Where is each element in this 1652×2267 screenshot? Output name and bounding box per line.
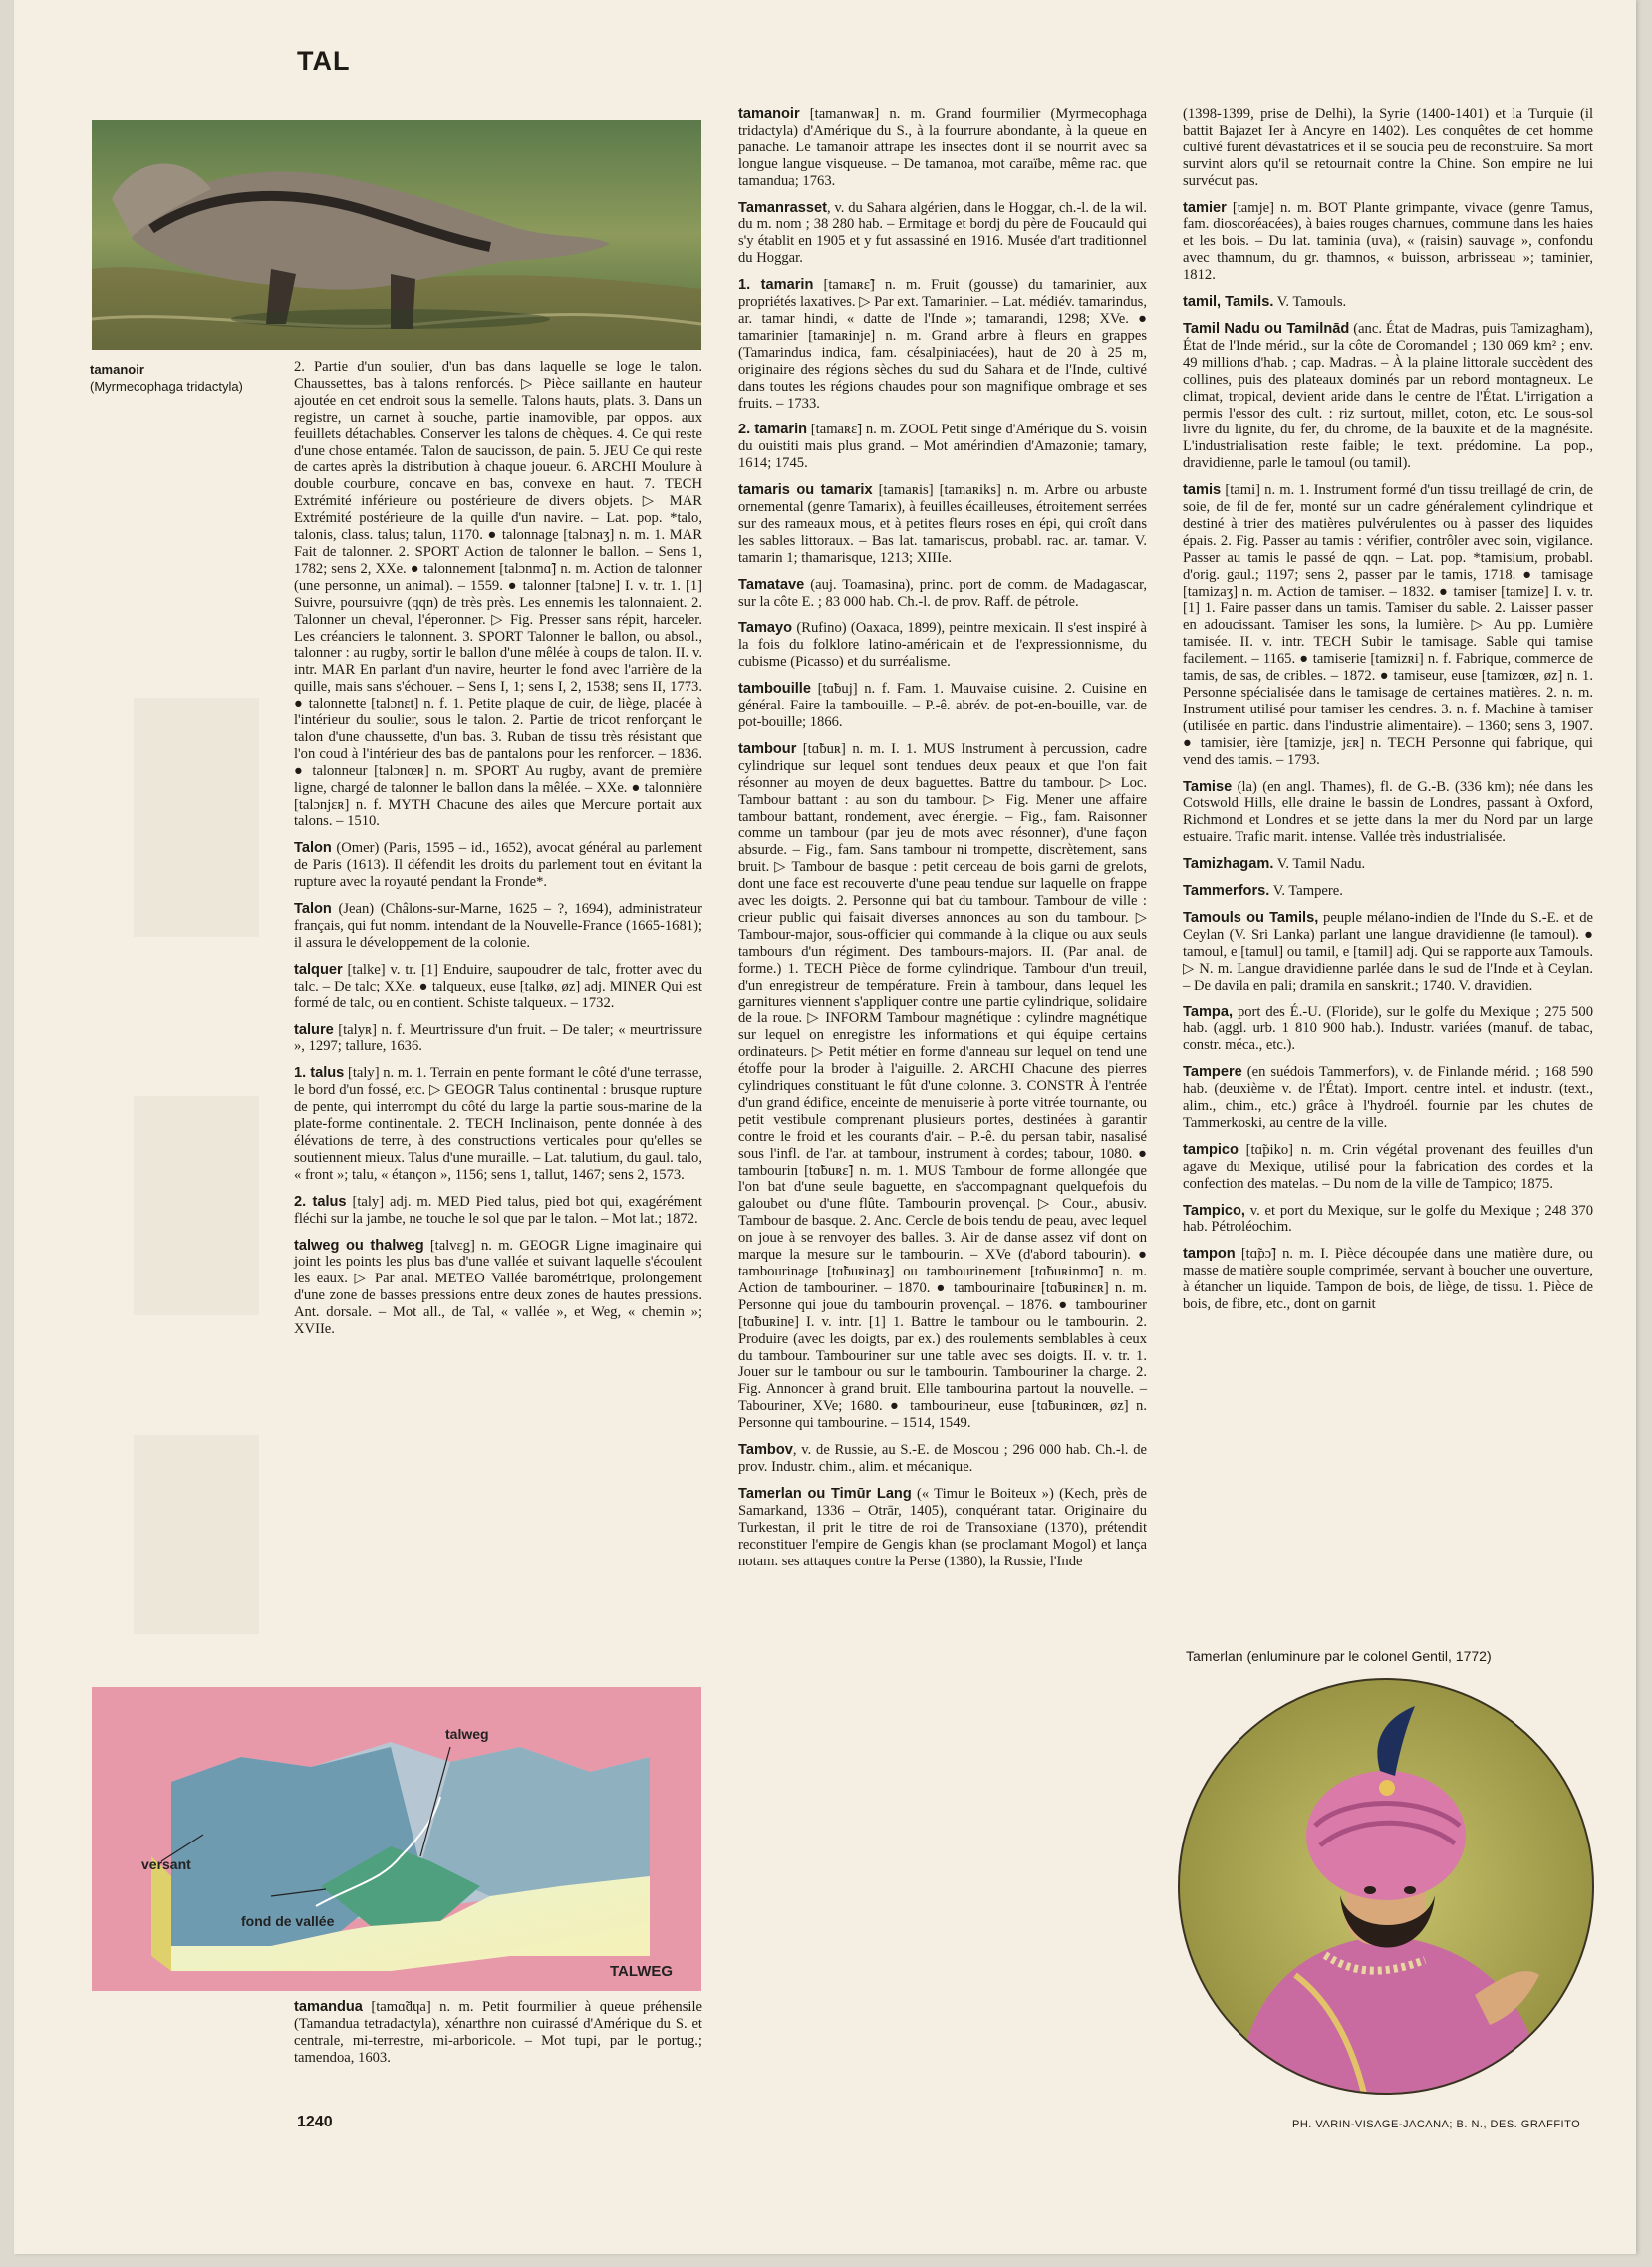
entry-tamatave: Tamatave (auj. Toamasina), princ. port de comm. de Madagascar, sur la côte E. ; 83 000 hab. Ch.-l. de prov. Raff. de pétrole. xyxy=(738,576,1147,610)
tamerlan-portrait xyxy=(1176,1676,1597,2098)
entry-tamizhagam: Tamizhagam. V. Tamil Nadu. xyxy=(1183,856,1366,873)
column-3 xyxy=(1183,106,1593,1323)
entry-talus-2: 2. talus [taly] adj. m. MED Pied talus, pied bot qui, exagérément fléchi sur la jambe, ne touche le sol que par le talon. – Mot lat.; 1872. xyxy=(294,1193,702,1227)
entry-tammerfors: Tammerfors. V. Tampere. xyxy=(1183,883,1343,900)
margin-show-through xyxy=(134,1096,259,1315)
entry-tamarin-2: 2. tamarin [tamaʀɛ̃] n. m. ZOOL Petit singe d'Amérique du S. voisin du ouistiti mais plus grand. – Mot amérindien d'Amazonie; tamary, 1614; 1745. xyxy=(738,422,1147,472)
entry-tamil: tamil, Tamils. V. Tamouls. xyxy=(1183,294,1347,311)
entry-tamerlan: Tamerlan ou Timūr Lang (« Timur le Boiteux ») (Kech, près de Samarkand, 1336 – Otrār, 1405), conquérant tatar. Originaire du Turkestan, il prit le titre de roi de Transoxiane (1370), prétendit reconstituer l'empire de Gengis khan (se proclamant Mogol) et lança notam. ses attaques contre la Perse (1380), la Russie, l'Inde xyxy=(738,1485,1147,1569)
entry-tampere: Tampere (en suédois Tammerfors), v. de Finlande mérid. ; 168 590 hab. (deuxième v. de l'État). Import. centre intel. et industr. (text., alim., chim., etc.) grâce à l'hydroél. fournie par les chutes de Tammerkoski, au centre de la ville. xyxy=(1183,1064,1593,1131)
entry-tamarin-1: 1. tamarin [tamaʀɛ̃] n. m. Fruit (gousse) du tamarinier, aux propriétés laxatives. ▷ Par ext. Tamarinier. – Lat. médiév. tamarindus, ar. tamar hindi, « datte de l'Inde »; tamarandi, 1298; XVe. ● tamarinier [tamaʀinje] n. m. Grand arbre à fleurs en grappes (Tamarindus indica, fam. césalpiniacées), haut de 20 à 25 m, originaire des régions sèches du sud du Sahara et de l'Inde, cultivé dans toutes les régions chaudes pour son magnifique ombrage et ses fruits. – 1733. xyxy=(738,277,1147,412)
entry-tamil-nadu: Tamil Nadu ou Tamilnād (anc. État de Madras, puis Tamizagham), État de l'Inde mérid., sur la côte de Coromandel ; 130 069 km² ; env. 49 millions d'hab. ; cap. Madras. – À la plaine littorale succèdent des collines, puis des plateaux dominés par un rebord montagneux. Le climat, tropical, devient aride dans le centre de l'État. L'irrigation a permis l'essor des cult. : riz surtout, millet, coton, etc. Le sous-sol livre du lignite, du fer, du chrome, de la bauxite et de la magnésite. L'industrialisation reste faible; le text. prédomine. La pop., dravidienne, parle le tamoul (ou tamil). xyxy=(1183,320,1593,472)
portrait-caption: Tamerlan (enluminure par le colonel Gentil, 1772) xyxy=(1186,1648,1492,1664)
entry-tamandua: tamandua [tamɑ̃dɥa] n. m. Petit fourmilier à queue préhensile (Tamandua tetradactyla), xénarthre non cuirassé d'Amérique du S. et centrale, mi-terrestre, mi-arboricole. – Mot tupi, par le portug.; tamendoa, 1603. xyxy=(294,1999,702,2066)
entry-tampa: Tampa, port des É.-U. (Floride), sur le golfe du Mexique ; 275 500 hab. (aggl. urb. 1 810 900 hab.). Industr. variées (manuf. de tabac, constr. méca., etc.). xyxy=(1183,1003,1593,1054)
page-header: TAL xyxy=(297,46,351,76)
entry-talon-continued: 2. Partie d'un soulier, d'un bas dans laquelle se loge le talon. Chaussettes, bas à talons renforcés. ▷ Pièce saillante en hauteur ajoutée en cet endroit sous la semelle. Talons hauts, plats. 3. Dans un registre, un carnet à souche, partie inamovible, par oppos. aux feuillets détachables. Conserver les talons de chèques. 4. Ce qui reste d'une chose entamée. Talon de saucisson, de pain. 5. JEU Ce qui reste de cartes après la distribution à chaque joueur. 6. ARCHI Moulure à double courbure, concave en bas, convexe en haut. 7. TECH Extrémité inférieure ou postérieure de divers objets. ▷ MAR Extrémité postérieure de la quille d'un navire. – Lat. pop. *talo, talonis, class. talus; talun, 1170. ● talonnage [talɔnaʒ] n. m. 1. MAR Fait de talonner. 2. SPORT Action de talonner le ballon. – Sens 1, 1782; sens 2, XXe. ● talonnement [talɔnmɑ̃] n. m. Action de talonner (une personne, un animal). – 1559. ● talonner [talɔne] I. v. tr. 1. [1] Suivre, poursuivre (qqn) de très près. Les ennemis les talonnaient. 2. Talonner un cheval, l'éperonner. ▷ Fig. Presser sans répit, harceler. Les créanciers le talonnent. 3. SPORT Talonner le ballon, ou absol., talonner : au rugby, sortir le ballon d'une mêlée à coups de talon. II. v. intr. MAR En parlant d'un navire, heurter le fond avec l'arrière de la quille, mais sans s'échouer. – Sens I, 1; sens I, 2, 1538; sens II, 1773. ● talonnette [talɔnɛt] n. f. 1. Petite plaque de cuir, de liège, placée à l'intérieur du soulier, sous le talon. 2. Partie de tricot renforçant le talon d'une chaussette, d'un bas. 3. Ruban de tissu très résistant que l'on coud à l'intérieur des bas de pantalons pour les renforcer. – 1836. ● talonneur [talɔnœʀ] n. m. SPORT Au rugby, avant de première ligne, chargé de talonner le ballon dans la mêlée. – XXe. ● talonnière [talɔnjɛʀ] n. f. MYTH Chacune des ailes que Mercure portait aux talons. – 1510. xyxy=(294,359,702,830)
entry-tamouls: Tamouls ou Tamils, peuple mélano-indien de l'Inde du S.-E. et de Ceylan (V. Sri Lanka) parlant une langue dravidienne (le tamoul). ● tamoul, e [tamul] ou tamil, e [tamil] adj. Qui se rapporte aux Tamouls. ▷ N. m. Langue dravidienne parlée dans le sud de l'Inde et à Ceylan. – De davila en pali; dramila en sanskrit.; 1740. V. dravidien. xyxy=(1183,909,1593,993)
margin-show-through xyxy=(134,1435,259,1634)
entry-tamanrasset: Tamanrasset, v. du Sahara algérien, dans le Hoggar, ch.-l. de la wil. du m. nom ; 38 280 hab. – Ermitage et bordj du père de Foucauld qui s'y établit en 1905 et y fut assassiné en 1916. Musée d'art traditionnel du Hoggar. xyxy=(738,199,1147,267)
talweg-illustration xyxy=(92,1687,701,1991)
entry-tampico-city: Tampico, v. et port du Mexique, sur le golfe du Mexique ; 248 370 hab. Pétroléochim. xyxy=(1183,1202,1593,1236)
margin-show-through xyxy=(134,698,259,937)
anteater-caption-title: tamanoir xyxy=(90,362,144,377)
entry-tamier: tamier [tamje] n. m. BOT Plante grimpante, vivace (genre Tamus, fam. dioscoréacées), à baies rouges charnues, commune dans les haies et les bois. – Du lat. taminia (uva), « (raisin) sauvage », confondu avec thamnum, du gr. thamnos, « buisson, arbrisseau »; taminier, 1812. xyxy=(1183,199,1594,284)
diagram-label-fond: fond de vallée xyxy=(241,1913,335,1929)
talweg-diagram xyxy=(92,1687,701,1991)
entry-talon-omer: Talon (Omer) (Paris, 1595 – id., 1652), avocat général au parlement de Paris (1613). Il défendit les droits du parlement tout en évitant la rupture avec la royauté pendant la Fronde*. xyxy=(294,840,702,891)
entry-talus-1: 1. talus [taly] n. m. 1. Terrain en pente formant le côté d'une terrasse, le bord d'un fossé, etc. ▷ GEOGR Talus continental : brusque rupture de pente, qui interrompt du côté du large la partie sous-marine de la plate-forme continentale. 2. TECH Inclinaison, pente donnée à des élévations de terre, à des constructions verticales pour qu'elles se soutiennent mieux. Talus d'une muraille. – Lat. talutium, du gaul. talo, « front »; talu, « étançon », 1156; sens 1, tallut, 1467; sens 2, 1573. xyxy=(294,1065,702,1183)
entry-tambouille: tambouille [tɑ̃buj] n. f. Fam. 1. Mauvaise cuisine. 2. Cuisine en général. Faire la tambouille. – P.-ê. abrév. de pot-en-bouille, var. de pot-bouille; 1866. xyxy=(738,681,1147,730)
column-2 xyxy=(738,106,1147,1579)
entry-tampico: tampico [tɑ̃piko] n. m. Crin végétal provenant des feuilles d'un agave du Mexique, utilisé pour la fabrication des cordes et la confection des matelas. – Du nom de la ville de Tampico; 1875. xyxy=(1183,1141,1593,1192)
entry-tampon: tampon [tɑ̃pɔ̃] n. m. I. Pièce découpée dans une matière dure, ou masse de matière souple comprimée, servant à boucher une ouverture, à étancher un liquide. Tampon de bois, de liège, de tissu. 1. Pièce de bois, de fibre, etc., dont on garnit xyxy=(1183,1246,1593,1313)
dictionary-page xyxy=(14,0,1636,2254)
photo-credit: PH. VARIN-VISAGE-JACANA; B. N., DES. GRAFFITO xyxy=(1292,2119,1581,2130)
diagram-title: TALWEG xyxy=(610,1963,674,1980)
entry-talure: talure [talyʀ] n. f. Meurtrissure d'un fruit. – De taler; « meurtrissure », 1297; tallure, 1636. xyxy=(294,1021,702,1055)
column-1 xyxy=(294,359,702,1348)
anteater-illustration xyxy=(92,120,701,350)
tamerlan-illustration xyxy=(1176,1676,1597,2098)
entry-tamis: tamis [tami] n. m. 1. Instrument formé d'un tissu treillagé de crin, de soie, de fil de fer, monté sur un cadre généralement cylindrique et destiné à trier des matières pulvérulentes ou à passer des liquides épais. 2. Fig. Passer au tamis : vérifier, contrôler avec soin, vigilance. Passer au tamis le passé de qqn. – Lat. pop. *tamisium, probabl. d'orig. gaul.; 1197; sens 2, passer par le tamis, 1718. ● tamisage [tamizaʒ] n. m. Action de tamiser. – 1832. ● tamiser [tamize] I. v. tr. [1] 1. Faire passer dans un tamis. Tamiser du sable. 2. Laisser passer en adoucissant. Tamiser les sons, la lumière. ▷ Au pp. Lumière tamisée. II. v. intr. TECH Subir le tamisage. Sable qui tamise facilement. – 1165. ● tamiserie [tamizʀi] n. f. Fabrique, commerce de tamis, de sas, de cribles. – 1872. ● tamiseur, euse [tamizœʀ, øz] n. 1. Personne spécialisée dans le tamisage de certaines matières. 2. n. m. Instrument utilisé pour tamiser les cendres. 3. n. f. Machine à tamiser (utilisée en partic. dans l'industrie alimentaire). – 1360; sens 3, 1907. ● tamisier, ière [tamizje, jɛʀ] n. TECH Personne qui fabrique, qui vend des tamis. – 1793. xyxy=(1183,482,1594,768)
entry-tamise: Tamise (la) (en angl. Thames), fl. de G.-B. (336 km); née dans les Cotswold Hills, elle draine le bassin de Londres, passant à Oxford, Richmond et Londres et se jette dans la mer du Nord par un large estuaire. Trafic marit. intense. Vallée très industrialisée. xyxy=(1183,778,1593,846)
entry-talon-jean: Talon (Jean) (Châlons-sur-Marne, 1625 – ?, 1694), administrateur français, qui fut nomm. intendant de la Nouvelle-France (1665-1681); il assura le développement de la colonie. xyxy=(294,901,702,951)
entry-tamaris: tamaris ou tamarix [tamaʀis] [tamaʀiks] n. m. Arbre ou arbuste ornemental (genre Tamarix), à feuilles écailleuses, étroitement serrées sur des rameaux mous, et à petites fleurs roses en épi, qui croît dans les sables littoraux. – Bas lat. tamariscus, probabl. rac. ar. tamar. V. tamarin 1; thamarisque, 1213; XIIIe. xyxy=(738,482,1147,566)
entry-tamerlan-continued: (1398-1399, prise de Delhi), la Syrie (1400-1401) et la Turquie (il battit Bajazet Ier à Ancyre en 1402). Les conquêtes de cet homme cultivé furent dévastatrices et il se soucia peu de reconstruire. Sa mort survint alors qu'il se retournait contre la Chine. Son empire ne lui survécut pas. xyxy=(1183,106,1593,189)
column-1-bottom xyxy=(294,1999,702,2077)
page-number: 1240 xyxy=(297,2114,333,2130)
entry-talquer: talquer [talke] v. tr. [1] Enduire, saupoudrer de talc, frotter avec du talc. – De talc; XXe. ● talqueux, euse [talkø, øz] adj. MINER Qui est formé de talc, ou en contient. Schiste talqueux. – 1732. xyxy=(294,961,702,1011)
anteater-caption xyxy=(90,361,259,395)
entry-talweg: talweg ou thalweg [talvɛg] n. m. GEOGR Ligne imaginaire qui joint les points les plus bas d'une vallée et suivant laquelle s'écoulent les eaux. ▷ Par anal. METEO Vallée barométrique, prolongement d'une zone de basses pressions entre deux zones de hautes pressions. Ant. dorsale. – Mot all., de Tal, « vallée », et Weg, « chemin »; XVIIe. xyxy=(294,1237,702,1338)
diagram-label-versant: versant xyxy=(141,1856,191,1872)
entry-tamanoir: tamanoir [tamanwaʀ] n. m. Grand fourmilier (Myrmecophaga tridactyla) d'Amérique du S., à la fourrure abondante, à la queue en panache. Le tamanoir attrape les insectes dont il se nourrit avec sa longue langue visqueuse. – De tamanoa, mot caraïbe, même rac. que tamandua; 1763. xyxy=(738,106,1147,189)
entry-tambov: Tambov, v. de Russie, au S.-E. de Moscou ; 296 000 hab. Ch.-l. de prov. Industr. chim., alim. et mécanique. xyxy=(738,1442,1147,1475)
entry-tamayo: Tamayo (Rufino) (Oaxaca, 1899), peintre mexicain. Il s'est inspiré à la fois du folklore latino-américain et de l'expressionnisme, du cubisme (Picasso) et du surréalisme. xyxy=(738,620,1147,671)
anteater-photo xyxy=(92,120,701,350)
diagram-label-talweg: talweg xyxy=(445,1726,489,1742)
entry-tambour: tambour [tɑ̃buʀ] n. m. I. 1. MUS Instrument à percussion, cadre cylindrique sur lequel sont tendues deux peaux et que l'on fait résonner au moyen de deux baguettes. Battre du tambour. ▷ Loc. Tambour battant : au son du tambour. ▷ Fig. Mener une affaire tambour battant, rondement, avec énergie. – Fig., fam. Raisonner comme un tambour (par jeu de mots avec résonner), d'une façon absurde. – Fig., fam. Sans tambour ni trompette, discrètement, sans bruit. ▷ Tambour de basque : petit cerceau de bois garni de grelots, dont une face est recouverte d'une peau tendue sur laquelle on frappe avec les doigts. 2. Personne qui bat du tambour. Tambour de ville : crieur public qui faisait diverses annonces au son du tambour. ▷ Tambour-major, sous-officier qui commande à la clique ou aux seuls tambours d'un régiment. Des tambours-majors. II. (Par anal. de forme.) 1. TECH Pièce de forme cylindrique. Tambour d'un treuil, d'un enregistreur de température. Frein à tambour, dans lequel les garnitures viennent s'appliquer contre une partie cylindrique, solidaire de la roue. ▷ INFORM Tambour magnétique : cylindre magnétique sur lequel on enregistre les informations et qui équipe certains ordinateurs. ▷ Petit métier en forme d'anneau sur lequel on tend une étoffe pour la broder à l'aiguille. 2. ARCHI Chacune des pierres cylindriques constituant le fût d'une colonne. 3. CONSTR À l'entrée d'un grand édifice, enceinte de menuiserie à porte vitrée tournante, ou petit vestibule comprenant plusieurs portes, destinées à garantir contre le froid et les courants d'air. – P.-ê. du persan tabir, nasalisé sous l'infl. de l'ar. at tambour, instrument à cordes; tabour, 1080. ● tambourin [tɑ̃buʀɛ̃] n. m. 1. MUS Tambour de forme allongée que l'on bat d'une seule baguette, en s'accompagnant quelquefois du galoubet ou d'une flûte. Tambourin provençal. ▷ Cour., abusiv. Tambour de basque. 2. Anc. Cercle de bois tendu de peau, avec lequel on joue à se renvoyer des balles. 3. Air de danse assez vif dont on marque la mesure sur le tambourin. – XVe (d'abord tabourin). ● tambourinage [tɑ̃buʀinaʒ] ou tambourinement [tɑ̃buʀinmɑ̃] n. m. Action de tambouriner. – 1870. ● tambourinaire [tɑ̃buʀinɛʀ] n. m. Personne qui joue du tambourin provençal. – 1876. ● tambouriner [tɑ̃buʀine] I. v. intr. [1] 1. Battre le tambour ou le tambourin. 2. Produire (avec les doigts, par ex.) des roulements semblables à ceux du tambour. Tambouriner sur une table avec ses doigts. II. v. tr. 1. Jouer sur le tambour ou sur le tambourin. Tambouriner la charge. 2. Fig. Annoncer à grand bruit. Elle tambourina partout la nouvelle. – Tabouriner, XVe; 1680. ● tambourineur, euse [tɑ̃buʀinœʀ, øz] n. Personne qui tambourine. – 1514, 1549. xyxy=(738,740,1148,1432)
anteater-caption-latin: (Myrmecophaga tridactyla) xyxy=(90,379,243,394)
